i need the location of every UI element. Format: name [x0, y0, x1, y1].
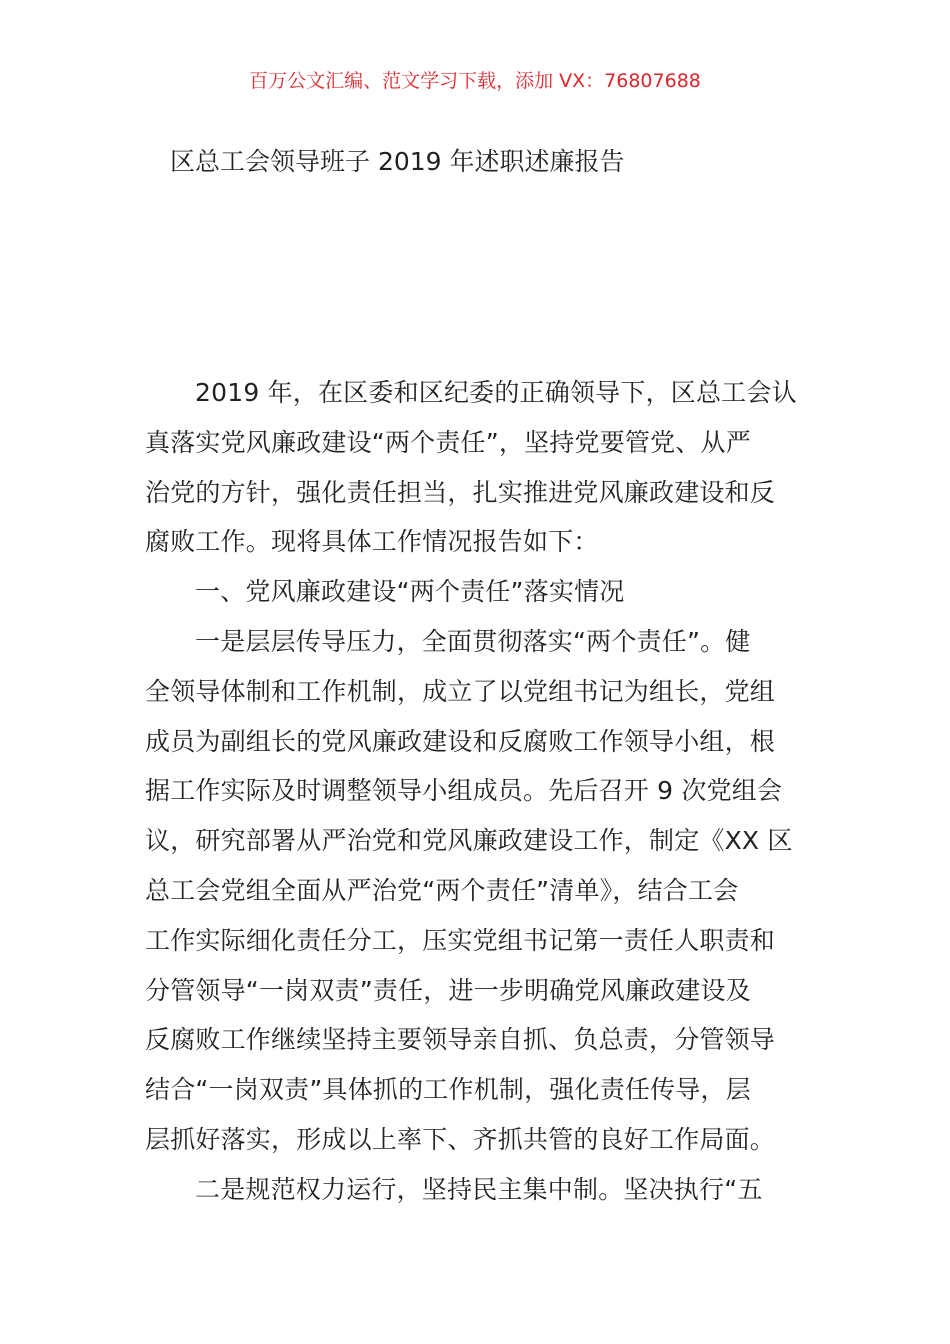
paragraph-line: 二是规范权力运行，坚持民主集中制。坚决执行“五 [195, 1174, 763, 1204]
paragraph-line: 一是层层传导压力，全面贯彻落实“两个责任”。健 [195, 626, 751, 656]
document-title: 区总工会领导班子 2019 年述职述廉报告 [170, 147, 625, 176]
paragraph-line: 2019 年，在区委和区纪委的正确领导下，区总工会认 [195, 378, 797, 407]
paragraph-line: 结合“一岗双责”具体抓的工作机制，强化责任传导，层 [145, 1075, 751, 1105]
section-heading: 一、党风廉政建设“两个责任”落实情况 [195, 577, 625, 607]
paragraph-line: 工作实际细化责任分工，压实党组书记第一责任人职责和 [145, 925, 776, 955]
paragraph-line: 治党的方针，强化责任担当，扎实推进党风廉政建设和反 [145, 477, 776, 507]
paragraph-line: 成员为副组长的党风廉政建设和反腐败工作领导小组，根 [145, 726, 776, 756]
paragraph-line: 真落实党风廉政建设“两个责任”，坚持党要管党、从严 [145, 427, 751, 457]
paragraph-line: 总工会党组全面从严治党“两个责任”清单》，结合工会 [145, 875, 739, 905]
document-body [145, 368, 815, 1215]
paragraph-line: 反腐败工作继续坚持主要领导亲自抓、负总责，分管领导 [145, 1025, 776, 1055]
paragraph-line: 层抓好落实，形成以上率下、齐抓共管的良好工作局面。 [145, 1124, 776, 1154]
watermark-banner: 百万公文汇编、范文学习下载，添加 VX：76807688 [249, 70, 701, 92]
paragraph-line: 议，研究部署从严治党和党风廉政建设工作，制定《XX 区 [145, 826, 793, 856]
paragraph-line: 分管领导“一岗双责”责任，进一步明确党风廉政建设及 [145, 975, 751, 1005]
paragraph-line: 腐败工作。现将具体工作情况报告如下： [145, 527, 599, 557]
paragraph-line: 据工作实际及时调整领导小组成员。先后召开 9 次党组会 [145, 776, 783, 806]
paragraph-line: 全领导体制和工作机制，成立了以党组书记为组长，党组 [145, 676, 776, 706]
